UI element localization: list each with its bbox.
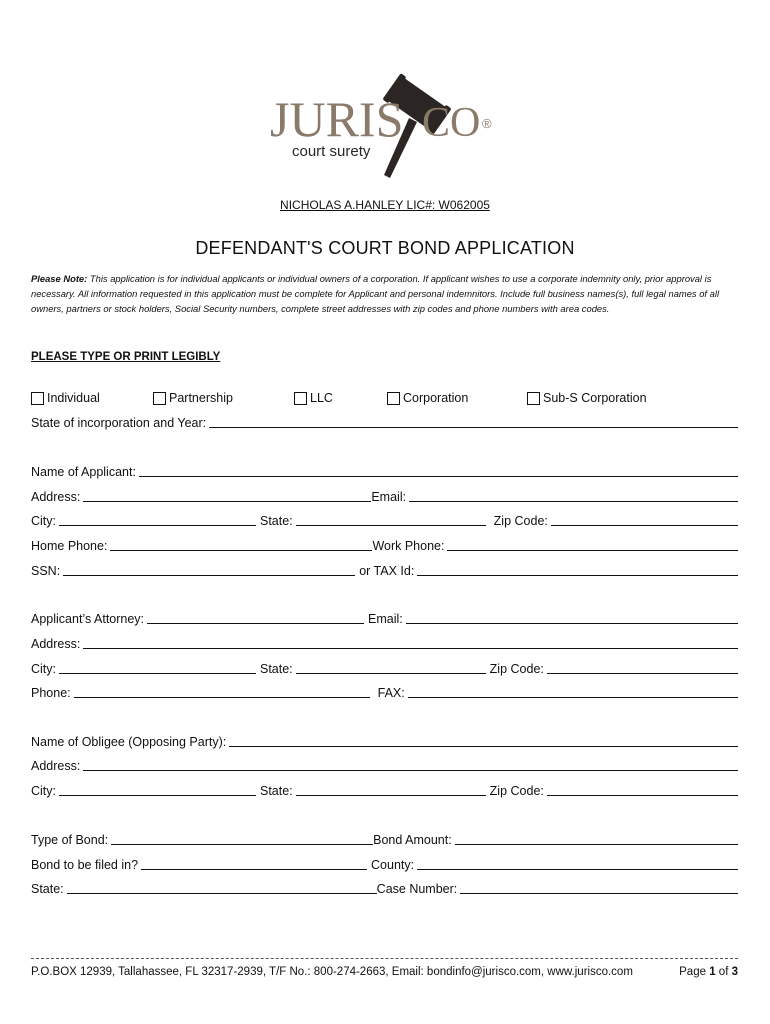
applicant-name-row bbox=[31, 463, 738, 479]
bond-state-row bbox=[31, 880, 738, 896]
obligee-city-field[interactable] bbox=[59, 783, 256, 796]
note-text: This application is for individual applicants or individual owners of a corporation. If applicant wishes to use a corporate indemnity only, prior approval is necessary. All information requested in this application must be complete for Applicant and personal indemnitors. Include full business names(s), full legal names of all owners, partners or stock holders, Social Security numbers, complete street addresses with zip codes and phone numbers with area codes. bbox=[31, 273, 720, 314]
applicant-address-row bbox=[31, 488, 738, 504]
bond-case-number-field[interactable] bbox=[460, 881, 738, 894]
footer-contact: P.O.BOX 12939, Tallahassee, FL 32317-2939, T/F No.: 800-274-2663, Email: bondinfo@jurisco.com, www.jurisco.com bbox=[31, 966, 633, 978]
option-label: Partnership bbox=[169, 391, 233, 405]
field-label: Email: bbox=[368, 612, 403, 626]
obligee-zip-field[interactable] bbox=[547, 783, 738, 796]
bond-type-row bbox=[31, 831, 738, 847]
attorney-city-row bbox=[31, 660, 738, 676]
field-label: Work Phone: bbox=[372, 539, 445, 553]
option-llc[interactable] bbox=[294, 391, 333, 405]
attorney-city-field[interactable] bbox=[59, 661, 256, 674]
field-label: City: bbox=[31, 514, 56, 528]
applicant-ssn-row bbox=[31, 562, 738, 578]
field-label: City: bbox=[31, 662, 56, 676]
attorney-name-field[interactable] bbox=[147, 611, 364, 624]
footer-divider bbox=[31, 958, 738, 959]
attorney-phone-field[interactable] bbox=[74, 685, 370, 698]
field-label: State: bbox=[260, 514, 293, 528]
field-label: Name of Applicant: bbox=[31, 465, 136, 479]
obligee-name-row bbox=[31, 733, 738, 749]
field-label: State: bbox=[260, 662, 293, 676]
bond-filed-row bbox=[31, 856, 738, 872]
field-label: Type of Bond: bbox=[31, 833, 109, 847]
svg-text:court surety: court surety bbox=[292, 143, 371, 160]
applicant-address-field[interactable] bbox=[83, 489, 371, 502]
field-label: Applicant’s Attorney: bbox=[31, 612, 145, 626]
page-total: 3 bbox=[731, 966, 738, 978]
applicant-state-field[interactable] bbox=[296, 513, 486, 526]
field-label: Zip Code: bbox=[489, 784, 544, 798]
state-incorporation-field[interactable] bbox=[209, 415, 738, 428]
field-label: Zip Code: bbox=[489, 662, 544, 676]
field-label: Bond Amount: bbox=[373, 833, 452, 847]
obligee-address-row bbox=[31, 757, 738, 773]
state-incorporation-row bbox=[31, 414, 738, 430]
applicant-tax-id-field[interactable] bbox=[417, 563, 738, 576]
field-label: Address: bbox=[31, 759, 81, 773]
obligee-city-row bbox=[31, 782, 738, 798]
license-line: NICHOLAS A.HANLEY LIC#: W062005 bbox=[280, 198, 490, 212]
attorney-address-row bbox=[31, 635, 738, 651]
applicant-city-row bbox=[31, 512, 738, 528]
option-partnership[interactable] bbox=[153, 391, 233, 405]
applicant-home-phone-field[interactable] bbox=[110, 538, 372, 551]
page-footer bbox=[31, 966, 738, 978]
applicant-work-phone-field[interactable] bbox=[447, 538, 738, 551]
checkbox-llc[interactable] bbox=[294, 392, 307, 405]
checkbox-corporation[interactable] bbox=[387, 392, 400, 405]
jurisco-logo bbox=[262, 62, 512, 180]
field-label: Home Phone: bbox=[31, 539, 108, 553]
option-label: Individual bbox=[47, 391, 100, 405]
option-label: LLC bbox=[310, 391, 333, 405]
field-label: County: bbox=[371, 858, 415, 872]
field-label: City: bbox=[31, 784, 56, 798]
checkbox-individual[interactable] bbox=[31, 392, 44, 405]
field-label: SSN: bbox=[31, 564, 61, 578]
field-label: Bond to be filed in? bbox=[31, 858, 139, 872]
field-label: or TAX Id: bbox=[359, 564, 415, 578]
option-label: Corporation bbox=[403, 391, 469, 405]
field-label: Zip Code: bbox=[493, 514, 548, 528]
svg-text:JURIS: JURIS bbox=[270, 91, 404, 147]
attorney-name-row bbox=[31, 610, 738, 626]
field-label: Address: bbox=[31, 637, 81, 651]
bond-amount-field[interactable] bbox=[455, 832, 738, 845]
attorney-fax-field[interactable] bbox=[408, 685, 738, 698]
option-individual[interactable] bbox=[31, 391, 100, 405]
obligee-address-field[interactable] bbox=[83, 758, 738, 771]
field-label: Email: bbox=[371, 490, 407, 504]
page-of: of bbox=[715, 966, 732, 978]
applicant-city-field[interactable] bbox=[59, 513, 256, 526]
please-note bbox=[31, 271, 741, 316]
option-corporation[interactable] bbox=[387, 391, 468, 405]
bond-filed-in-field[interactable] bbox=[141, 857, 367, 870]
field-label: FAX: bbox=[377, 686, 405, 700]
page-number bbox=[679, 966, 738, 978]
svg-text:®: ® bbox=[482, 116, 492, 131]
applicant-phone-row bbox=[31, 537, 738, 553]
checkbox-sub-s-corporation[interactable] bbox=[527, 392, 540, 405]
entity-type-options bbox=[31, 391, 751, 407]
field-label: State: bbox=[260, 784, 293, 798]
attorney-zip-field[interactable] bbox=[547, 661, 738, 674]
field-label: Case Number: bbox=[376, 882, 458, 896]
bond-county-field[interactable] bbox=[417, 857, 738, 870]
applicant-zip-field[interactable] bbox=[551, 513, 738, 526]
applicant-name-field[interactable] bbox=[139, 464, 738, 477]
field-label: Address: bbox=[31, 490, 81, 504]
field-label: State of incorporation and Year: bbox=[31, 416, 207, 430]
print-instruction: PLEASE TYPE OR PRINT LEGIBLY bbox=[31, 351, 221, 363]
checkbox-partnership[interactable] bbox=[153, 392, 166, 405]
page-title: DEFENDANT'S COURT BOND APPLICATION bbox=[195, 238, 575, 258]
field-label: State: bbox=[31, 882, 64, 896]
page-prefix: Page bbox=[679, 966, 710, 978]
obligee-state-field[interactable] bbox=[296, 783, 486, 796]
option-sub-s-corporation[interactable] bbox=[527, 391, 647, 405]
attorney-phone-row bbox=[31, 684, 738, 700]
bond-state-field[interactable] bbox=[67, 881, 377, 894]
applicant-ssn-field[interactable] bbox=[63, 563, 355, 576]
bond-type-field[interactable] bbox=[111, 832, 373, 845]
note-label: Please Note: bbox=[31, 273, 88, 284]
field-label: Phone: bbox=[31, 686, 71, 700]
page-current: 1 bbox=[709, 966, 716, 978]
attorney-address-field[interactable] bbox=[83, 636, 738, 649]
svg-text:CO: CO bbox=[422, 100, 481, 146]
obligee-name-field[interactable] bbox=[229, 734, 738, 747]
attorney-email-field[interactable] bbox=[406, 611, 738, 624]
applicant-email-field[interactable] bbox=[409, 489, 738, 502]
field-label: Name of Obligee (Opposing Party): bbox=[31, 735, 227, 749]
attorney-state-field[interactable] bbox=[296, 661, 486, 674]
option-label: Sub-S Corporation bbox=[543, 391, 647, 405]
